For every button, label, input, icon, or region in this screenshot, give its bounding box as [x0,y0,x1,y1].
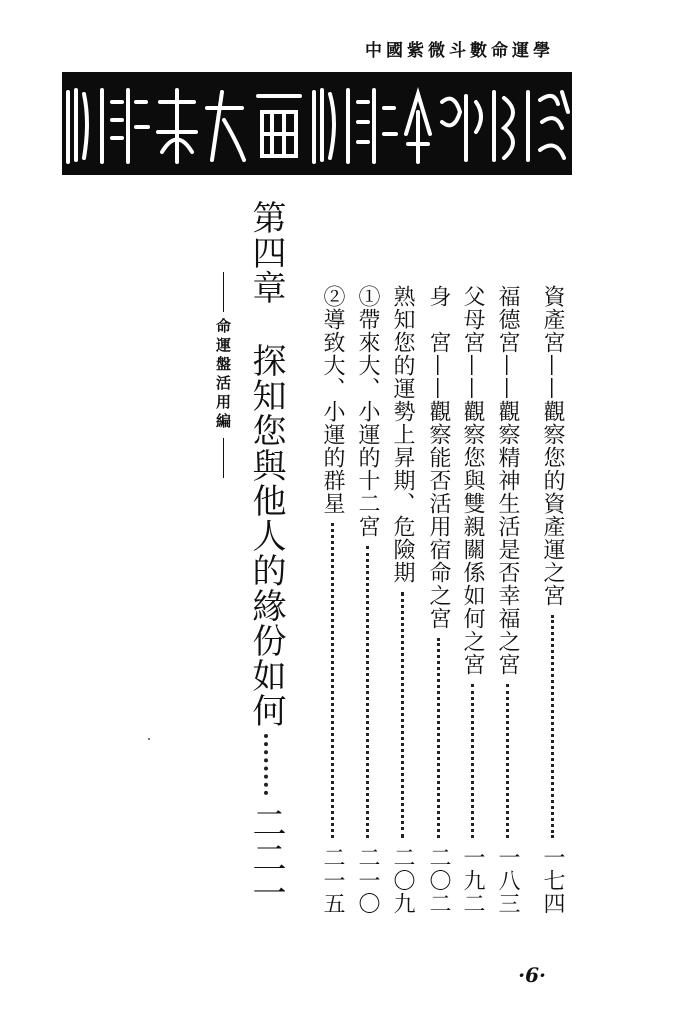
toc-entry[interactable] [426,285,450,915]
toc-entry[interactable] [460,285,484,915]
dot-leader [366,546,369,838]
toc-entry[interactable] [355,285,379,915]
toc-entry-title: ①帶來大、小運的十二宮 [355,285,380,538]
toc-entry[interactable] [320,285,344,915]
seal-script-banner [62,72,572,175]
section-subtitle [213,272,234,482]
toc-entry[interactable] [495,285,519,915]
toc-entry-page: 二〇九 [390,846,415,915]
toc-entry-page: 一九二 [460,846,485,915]
page-number: ·6· [518,963,546,987]
toc-entry-page: 一七四 [540,846,565,915]
dash-line [223,438,224,478]
dot-leader [401,592,404,838]
toc-entry-page: 二一五 [320,846,345,915]
chapter-heading [248,200,284,910]
toc-entry-page: 二一〇 [355,846,380,915]
seal-script-glyphs [62,72,572,175]
print-speck [148,738,150,740]
chapter-number: 第四章 [246,200,286,305]
chapter-title: 探知您與他人的緣份如何 [246,343,286,728]
toc-entry[interactable] [390,285,414,915]
toc-entry[interactable] [540,285,564,915]
dot-leader [506,684,509,838]
dot-leader [264,734,268,795]
toc-entry-page: 一八三 [495,846,520,915]
section-subtitle-text: 命運盤活用編 [214,318,232,432]
dot-leader [471,684,474,838]
toc-entry-title: 資產宮——觀察您的資產運之宮 [540,285,565,607]
toc-entry-title: 福德宮——觀察精神生活是否幸福之宮 [495,285,520,676]
dot-leader [551,615,554,838]
toc-entry-title: ②導致大、小運的群星 [320,285,345,515]
toc-entry-title: 熟知您的運勢上昇期、危險期 [390,285,415,584]
dot-leader [437,638,440,838]
toc-entry-title: 身 宮——觀察能否活用宿命之宮 [426,285,451,630]
chapter-page: 二二一 [246,805,286,910]
dot-leader [331,523,334,838]
toc-entry-page: 二〇二 [426,846,451,915]
toc-entry-title: 父母宮——觀察您與雙親關係如何之宮 [460,285,485,676]
running-header: 中國紫微斗數命運學 [365,41,554,61]
dash-line [223,272,224,312]
